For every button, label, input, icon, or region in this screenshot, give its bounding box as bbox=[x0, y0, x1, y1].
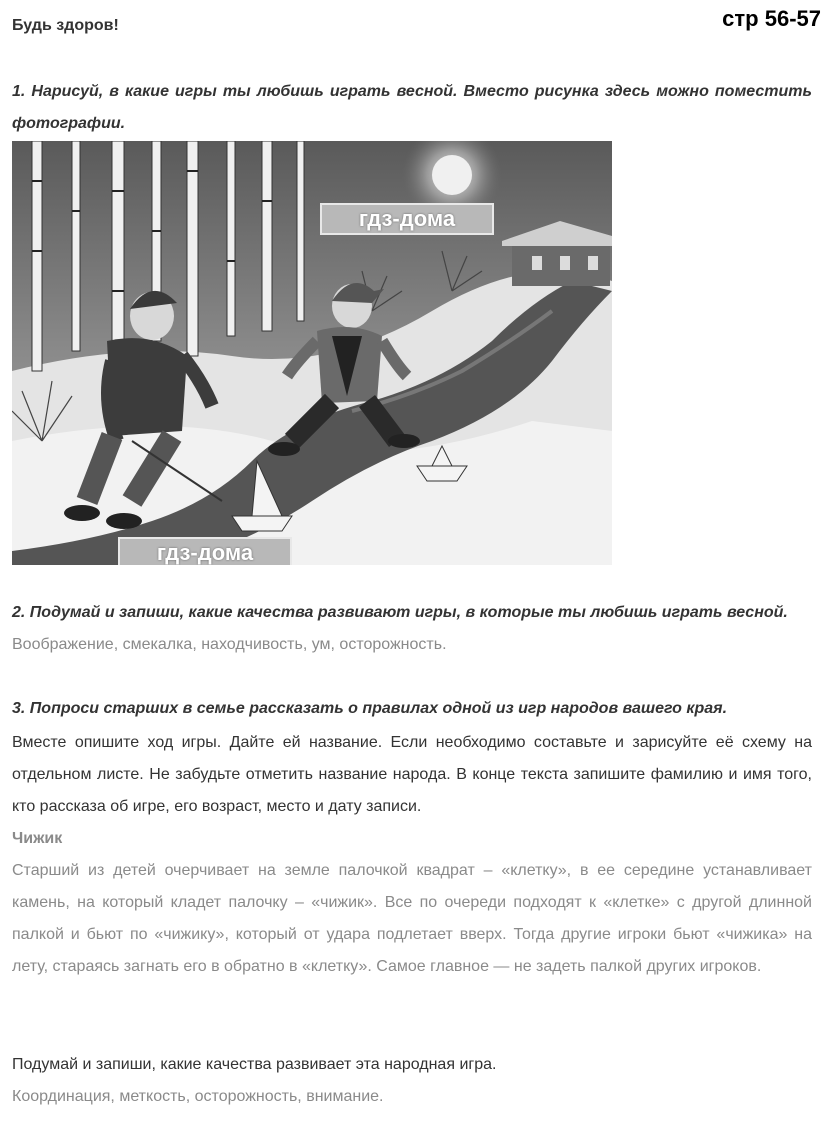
task-2-text: 2. Подумай и запиши, какие качества развивают игры, в которые ты любишь играть весной. bbox=[12, 604, 788, 621]
page-number: стр 56-57 bbox=[722, 6, 821, 31]
task-3-text: 3. Попроси старших в семье рассказать о правилах одной из игр народов вашего края. bbox=[12, 700, 728, 717]
illustration bbox=[12, 141, 612, 565]
watermark-bottom: гдз-дома bbox=[118, 537, 292, 565]
task-4-text: Подумай и запиши, какие качества развивает эта народная игра. bbox=[12, 1056, 497, 1073]
task-3-instructions: Вместе опишите ход игры. Дайте ей название. Если необходимо составьте и зарисуйте её схему на отдельном листе. Не забудьте отметить название народа. В конце текста запишите фамилию и имя того, кто рассказа об игре, его возраст, место и дату записи. bbox=[12, 734, 812, 815]
page-title: Будь здоров! bbox=[12, 17, 119, 34]
task-2-answer: Воображение, смекалка, находчивость, ум, осторожность. bbox=[12, 636, 447, 653]
spring-scene-image bbox=[12, 141, 612, 565]
task-1-text: 1. Нарисуй, в какие игры ты любишь играть весной. Вместо рисунка здесь можно поместить фотографии. bbox=[12, 83, 812, 132]
task-4-answer: Координация, меткость, осторожность, внимание. bbox=[12, 1088, 384, 1105]
watermark-top: гдз-дома bbox=[320, 203, 494, 235]
game-description: Старший из детей очерчивает на земле палочкой квадрат – «клетку», в ее середине устанавливает камень, на который кладет палочку – «чижик». Все по очереди подходят к «клетке» с другой длинной палкой и бьют по «чижику», который от удара подлетает вверх. Тогда другие игроки бьют «чижика» на лету, стараясь загнать его в обратно в «клетку». Самое главное — не задеть палкой других игроков. bbox=[12, 862, 812, 975]
game-title: Чижик bbox=[12, 830, 63, 847]
